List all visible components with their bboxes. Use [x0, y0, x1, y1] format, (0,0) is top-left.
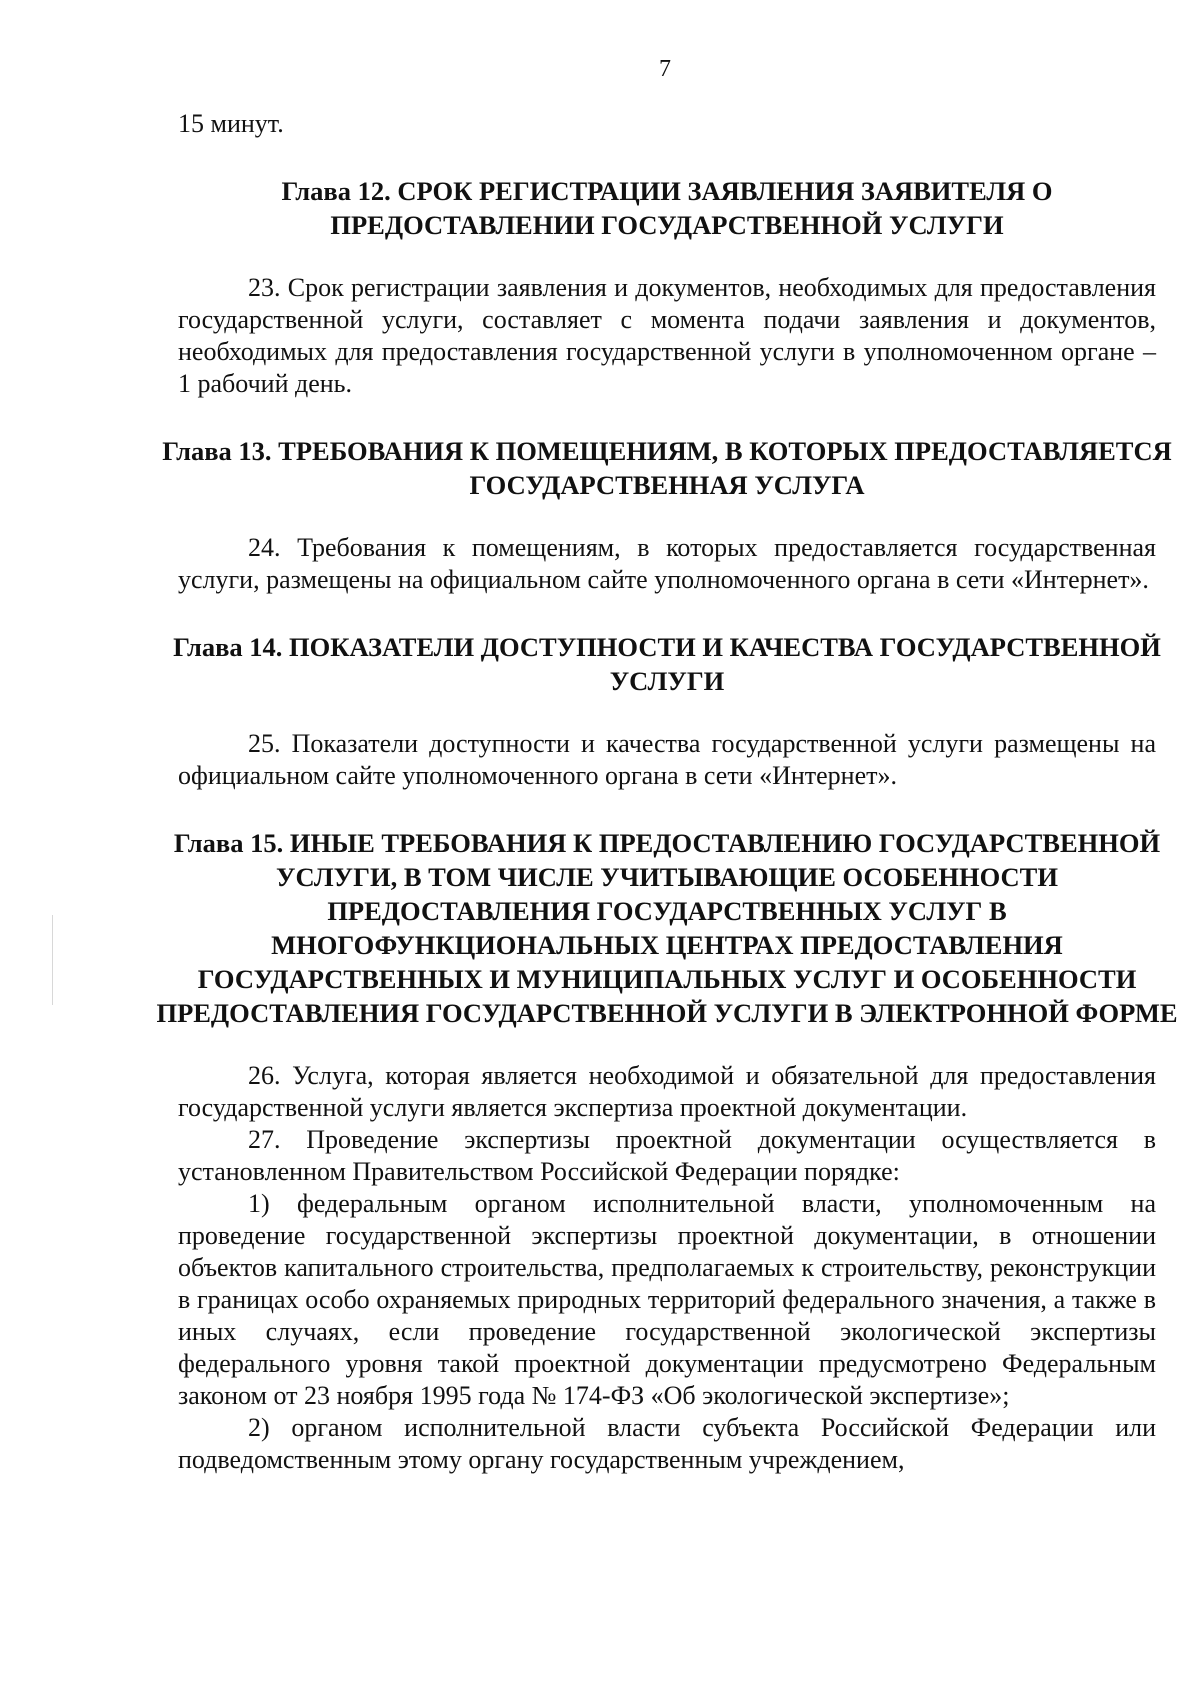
chapter-14-heading: Глава 14. ПОКАЗАТЕЛИ ДОСТУПНОСТИ И КАЧЕСТВА ГОСУДАРСТВЕННОЙ УСЛУГИ [173, 632, 1161, 696]
section-chapter-14 [173, 630, 1161, 792]
paragraph-26: 26. Услуга, которая является необходимой и обязательной для предоставления государственной услуги является экспертиза проектной документации. [178, 1061, 1156, 1122]
paragraph-27-item-1: 1) федеральным органом исполнительной власти, уполномоченным на проведение государственной экспертизы проектной документации, в отношении объектов капитального строительства, предполагаемых к строительству, реконструкции в границах особо охраняемых природных территорий федерального значения, а также в иных случаях, если проведение государственной экологической экспертизы федерального уровня такой проектной документации предусмотрено Федеральным законом от 23 ноября 1995 года № 174-ФЗ «Об экологической экспертизе»; [178, 1189, 1156, 1410]
scan-margin-line [52, 915, 53, 1005]
chapter-13-heading: Глава 13. ТРЕБОВАНИЯ К ПОМЕЩЕНИЯМ, В КОТОРЫХ ПРЕДОСТАВЛЯЕТСЯ ГОСУДАРСТВЕННАЯ УСЛУГА [162, 436, 1172, 500]
paragraph-23: 23. Срок регистрации заявления и документов, необходимых для предоставления государственной услуги, составляет с момента подачи заявления и документов, необходимых для предоставления государственной услуги в уполномоченном органе – 1 рабочий день. [178, 273, 1156, 398]
section-chapter-15 [156, 826, 1178, 1476]
paragraph-27-item-2: 2) органом исполнительной власти субъекта Российской Федерации или подведомственным этому органу государственным учреждением, [178, 1413, 1156, 1474]
page-number: 7 [659, 56, 671, 82]
document-body [156, 108, 1178, 1476]
paragraph-24: 24. Требования к помещениям, в которых предоставляется государственная услуги, размещены на официальном сайте уполномоченного органа в сети «Интернет». [178, 533, 1156, 594]
paragraph-25: 25. Показатели доступности и качества государственной услуги размещены на официальном сайте уполномоченного органа в сети «Интернет». [178, 729, 1156, 790]
intro-text: 15 минут. [178, 109, 284, 138]
section-chapter-13 [162, 434, 1172, 596]
section-chapter-12 [178, 174, 1156, 400]
chapter-12-heading: Глава 12. СРОК РЕГИСТРАЦИИ ЗАЯВЛЕНИЯ ЗАЯВИТЕЛЯ О ПРЕДОСТАВЛЕНИИ ГОСУДАРСТВЕННОЙ УСЛУГИ [281, 176, 1053, 240]
paragraph-27: 27. Проведение экспертизы проектной документации осуществляется в установленном Правительством Российской Федерации порядке: [178, 1125, 1156, 1186]
chapter-15-heading: Глава 15. ИНЫЕ ТРЕБОВАНИЯ К ПРЕДОСТАВЛЕНИЮ ГОСУДАРСТВЕННОЙ УСЛУГИ, В ТОМ ЧИСЛЕ УЧИТЫВАЮЩИЕ ОСОБЕННОСТИ ПРЕДОСТАВЛЕНИЯ ГОСУДАРСТВЕННЫХ УСЛУГ В МНОГОФУНКЦИОНАЛЬНЫХ ЦЕНТРАХ ПРЕДОСТАВЛЕНИЯ ГОСУДАРСТВЕННЫХ И МУНИЦИПАЛЬНЫХ УСЛУГ И ОСОБЕННОСТИ ПРЕДОСТАВЛЕНИЯ ГОСУДАРСТВЕННОЙ УСЛУГИ В ЭЛЕКТРОННОЙ ФОРМЕ [156, 828, 1178, 1028]
